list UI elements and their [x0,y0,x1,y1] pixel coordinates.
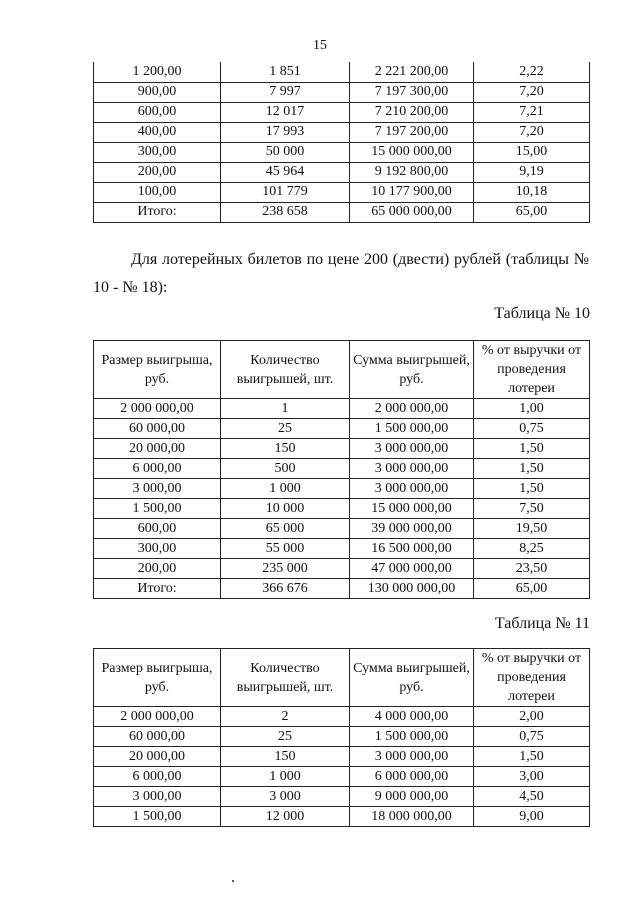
table-row [94,162,590,182]
header-prize-sum: Сумма выигрышей, руб. [350,341,474,399]
table-cell: 9,19 [474,162,590,182]
table-cell: 2,22 [474,62,590,82]
table-cell: 1,00 [474,399,590,419]
table-cell: 45 964 [221,162,350,182]
table-row [94,142,590,162]
table-cell: 1 851 [221,62,350,82]
table-row [94,459,590,479]
table-cell: 7 210 200,00 [350,102,474,122]
table-cell: 200,00 [94,559,221,579]
table-cell: 7 197 300,00 [350,82,474,102]
table-cell: 65 000 [221,519,350,539]
table-row [94,519,590,539]
table-cell: 2,00 [474,707,590,727]
table-cell: 2 000 000,00 [94,399,221,419]
table-row [94,102,590,122]
table-cell: 200,00 [94,162,221,182]
table-cell: 16 500 000,00 [350,539,474,559]
table-row [94,499,590,519]
table-10-caption: Таблица № 10 [494,305,590,322]
table-cell: 23,50 [474,559,590,579]
table-cell: 400,00 [94,122,221,142]
table-cell: 4 000 000,00 [350,707,474,727]
table-cell: 19,50 [474,519,590,539]
header-prize-count: Количество выигрышей, шт. [221,649,350,707]
table-row [94,399,590,419]
table-cell: 7 997 [221,82,350,102]
table-cell: 1 200,00 [94,62,221,82]
table-cell: 1 000 [221,767,350,787]
table-cell: 47 000 000,00 [350,559,474,579]
table-cell: 9,00 [474,807,590,827]
table-cell: 130 000 000,00 [350,579,474,599]
table-cell: 10,18 [474,182,590,202]
table-row [94,559,590,579]
page-number: 15 [313,38,327,53]
table-cell: 3 000 000,00 [350,479,474,499]
table-cell: 12 000 [221,807,350,827]
table-cell: 12 017 [221,102,350,122]
table-cell: 17 993 [221,122,350,142]
table-row [94,82,590,102]
table-cell: Итого: [94,202,221,222]
table-row [94,579,590,599]
table-cell: 1 500 000,00 [350,419,474,439]
table-row [94,439,590,459]
table-row [94,419,590,439]
table-row [94,122,590,142]
table-cell: 10 177 900,00 [350,182,474,202]
table-cell: 600,00 [94,102,221,122]
table-cell: 500 [221,459,350,479]
table-cell: 65,00 [474,202,590,222]
table-cell: 6 000,00 [94,767,221,787]
table-cell: 25 [221,419,350,439]
table-cell: 7,20 [474,82,590,102]
table-cell: 3 000 000,00 [350,459,474,479]
prize-table-10 [93,340,590,599]
table-cell: 2 000 000,00 [94,707,221,727]
table-row [94,787,590,807]
table-cell: 9 192 800,00 [350,162,474,182]
table-cell: 0,75 [474,419,590,439]
table-cell: 300,00 [94,142,221,162]
table-cell: 1 [221,399,350,419]
table-cell: 15,00 [474,142,590,162]
table-cell: 3 000,00 [94,787,221,807]
table-cell: 2 221 200,00 [350,62,474,82]
table-cell: 100,00 [94,182,221,202]
table-cell: 366 676 [221,579,350,599]
table-cell: 60 000,00 [94,419,221,439]
table-cell: 1,50 [474,459,590,479]
table-cell: 65 000 000,00 [350,202,474,222]
table-cell: 39 000 000,00 [350,519,474,539]
scan-speck [232,880,234,882]
table-cell: 6 000,00 [94,459,221,479]
table-cell: 3,00 [474,767,590,787]
table-cell: 3 000,00 [94,479,221,499]
table-cell: 1 500,00 [94,499,221,519]
header-prize-count: Количество выигрышей, шт. [221,341,350,399]
table-cell: 2 [221,707,350,727]
table-cell: 300,00 [94,539,221,559]
table-cell: 101 779 [221,182,350,202]
table-cell: 150 [221,747,350,767]
table-cell: 1,50 [474,439,590,459]
table-cell: 8,25 [474,539,590,559]
header-revenue-percent: % от выручки от проведения лотереи [474,649,590,707]
table-cell: 4,50 [474,787,590,807]
prize-table-continued [93,62,590,223]
table-cell: 1 000 [221,479,350,499]
prize-table-11 [93,648,590,827]
table-body [94,399,590,599]
table-body [94,62,590,222]
table-cell: 20 000,00 [94,439,221,459]
table-cell: 20 000,00 [94,747,221,767]
table-cell: 7,20 [474,122,590,142]
table-row [94,767,590,787]
table-cell: 0,75 [474,727,590,747]
table-cell: 600,00 [94,519,221,539]
table-row [94,707,590,727]
table-body [94,707,590,827]
table-cell: 3 000 000,00 [350,439,474,459]
table-11-caption: Таблица № 11 [494,615,590,632]
table-row [94,807,590,827]
table-row [94,62,590,82]
table-header [94,341,590,399]
table-cell: 150 [221,439,350,459]
table-cell: 1,50 [474,747,590,767]
table-cell: 7 197 200,00 [350,122,474,142]
header-prize-sum: Сумма выигрышей, руб. [350,649,474,707]
table-cell: 2 000 000,00 [350,399,474,419]
table-cell: 60 000,00 [94,727,221,747]
table-cell: 9 000 000,00 [350,787,474,807]
table-row [94,727,590,747]
table-cell: 1 500 000,00 [350,727,474,747]
table-row [94,539,590,559]
table-row [94,747,590,767]
table-cell: 7,50 [474,499,590,519]
table-cell: 15 000 000,00 [350,142,474,162]
table-cell: 18 000 000,00 [350,807,474,827]
table-row [94,182,590,202]
header-prize-size: Размер выигрыша, руб. [94,649,221,707]
table-cell: 1,50 [474,479,590,499]
table-cell: 65,00 [474,579,590,599]
table-cell: 6 000 000,00 [350,767,474,787]
table-cell: 10 000 [221,499,350,519]
table-cell: Итого: [94,579,221,599]
table-cell: 3 000 [221,787,350,807]
table-cell: 15 000 000,00 [350,499,474,519]
table-header [94,649,590,707]
table-cell: 55 000 [221,539,350,559]
header-prize-size: Размер выигрыша, руб. [94,341,221,399]
table-row [94,479,590,499]
table-cell: 3 000 000,00 [350,747,474,767]
table-cell: 50 000 [221,142,350,162]
header-revenue-percent: % от выручки от проведения лотереи [474,341,590,399]
table-cell: 1 500,00 [94,807,221,827]
table-row [94,202,590,222]
table-cell: 25 [221,727,350,747]
table-cell: 7,21 [474,102,590,122]
table-cell: 238 658 [221,202,350,222]
table-cell: 235 000 [221,559,350,579]
intro-paragraph: Для лотерейных билетов по цене 200 (двести) рублей (таблицы № 10 - № 18): [93,251,589,296]
table-cell: 900,00 [94,82,221,102]
